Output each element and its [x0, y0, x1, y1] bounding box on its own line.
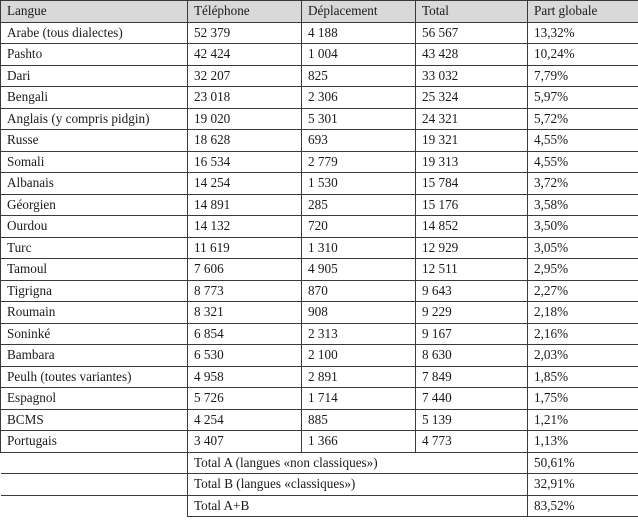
table-row	[1, 259, 638, 281]
cell-total: 15 784	[416, 173, 528, 195]
cell-part-globale: 3,50%	[528, 216, 638, 238]
cell-langue: BCMS	[1, 409, 188, 431]
cell-langue: Anglais (y compris pidgin)	[1, 108, 188, 130]
total-label: Total B (langues «classiques»)	[188, 474, 528, 496]
cell-langue: Tigrigna	[1, 280, 188, 302]
cell-deplacement: 1 530	[302, 173, 416, 195]
cell-deplacement: 4 905	[302, 259, 416, 281]
cell-part-globale: 1,85%	[528, 366, 638, 388]
total-value: 50,61%	[528, 452, 638, 474]
table-row	[1, 409, 638, 431]
cell-langue: Portugais	[1, 431, 188, 453]
table-body	[1, 22, 638, 517]
cell-total: 24 321	[416, 108, 528, 130]
cell-langue: Tamoul	[1, 259, 188, 281]
cell-langue: Bambara	[1, 345, 188, 367]
cell-telephone: 3 407	[188, 431, 302, 453]
empty-cell	[1, 474, 188, 496]
cell-deplacement: 2 306	[302, 87, 416, 109]
cell-deplacement: 1 004	[302, 44, 416, 66]
cell-deplacement: 2 100	[302, 345, 416, 367]
cell-telephone: 14 132	[188, 216, 302, 238]
empty-cell	[1, 495, 188, 517]
cell-total: 12 929	[416, 237, 528, 259]
cell-telephone: 5 726	[188, 388, 302, 410]
header-telephone: Téléphone	[188, 1, 302, 23]
cell-part-globale: 1,75%	[528, 388, 638, 410]
cell-deplacement: 4 188	[302, 22, 416, 44]
cell-part-globale: 2,18%	[528, 302, 638, 324]
cell-part-globale: 4,55%	[528, 130, 638, 152]
cell-total: 9 229	[416, 302, 528, 324]
cell-deplacement: 693	[302, 130, 416, 152]
cell-total: 4 773	[416, 431, 528, 453]
cell-total: 8 630	[416, 345, 528, 367]
total-value: 83,52%	[528, 495, 638, 517]
table-row	[1, 280, 638, 302]
cell-telephone: 16 534	[188, 151, 302, 173]
cell-deplacement: 720	[302, 216, 416, 238]
table-row	[1, 173, 638, 195]
cell-part-globale: 5,72%	[528, 108, 638, 130]
cell-telephone: 6 854	[188, 323, 302, 345]
table-row	[1, 216, 638, 238]
cell-langue: Arabe (tous dialectes)	[1, 22, 188, 44]
table-row	[1, 22, 638, 44]
cell-telephone: 8 773	[188, 280, 302, 302]
cell-part-globale: 3,72%	[528, 173, 638, 195]
cell-total: 9 643	[416, 280, 528, 302]
cell-total: 15 176	[416, 194, 528, 216]
cell-telephone: 8 321	[188, 302, 302, 324]
header-row	[1, 1, 638, 23]
cell-total: 56 567	[416, 22, 528, 44]
total-row	[1, 452, 638, 474]
cell-deplacement: 825	[302, 65, 416, 87]
total-label: Total A (langues «non classiques»)	[188, 452, 528, 474]
cell-langue: Russe	[1, 130, 188, 152]
table-row	[1, 431, 638, 453]
table-header	[1, 1, 638, 23]
cell-deplacement: 885	[302, 409, 416, 431]
cell-langue: Ourdou	[1, 216, 188, 238]
cell-part-globale: 2,27%	[528, 280, 638, 302]
cell-total: 7 849	[416, 366, 528, 388]
cell-total: 43 428	[416, 44, 528, 66]
cell-total: 12 511	[416, 259, 528, 281]
cell-langue: Albanais	[1, 173, 188, 195]
table-row	[1, 87, 638, 109]
cell-part-globale: 7,79%	[528, 65, 638, 87]
cell-total: 33 032	[416, 65, 528, 87]
cell-telephone: 52 379	[188, 22, 302, 44]
cell-telephone: 32 207	[188, 65, 302, 87]
table-row	[1, 65, 638, 87]
cell-deplacement: 1 714	[302, 388, 416, 410]
cell-part-globale: 1,21%	[528, 409, 638, 431]
cell-part-globale: 2,03%	[528, 345, 638, 367]
cell-langue: Turc	[1, 237, 188, 259]
header-deplacement: Déplacement	[302, 1, 416, 23]
cell-telephone: 18 628	[188, 130, 302, 152]
cell-part-globale: 2,16%	[528, 323, 638, 345]
cell-deplacement: 285	[302, 194, 416, 216]
table-row	[1, 108, 638, 130]
total-row	[1, 495, 638, 517]
cell-telephone: 14 254	[188, 173, 302, 195]
cell-langue: Pashto	[1, 44, 188, 66]
cell-total: 25 324	[416, 87, 528, 109]
cell-langue: Espagnol	[1, 388, 188, 410]
table-row	[1, 194, 638, 216]
cell-deplacement: 1 310	[302, 237, 416, 259]
cell-langue: Géorgien	[1, 194, 188, 216]
table-row	[1, 323, 638, 345]
cell-langue: Soninké	[1, 323, 188, 345]
cell-part-globale: 2,95%	[528, 259, 638, 281]
cell-langue: Dari	[1, 65, 188, 87]
total-label: Total A+B	[188, 495, 528, 517]
cell-telephone: 23 018	[188, 87, 302, 109]
cell-total: 5 139	[416, 409, 528, 431]
table-row	[1, 130, 638, 152]
header-part-globale: Part globale	[528, 1, 638, 23]
cell-deplacement: 2 891	[302, 366, 416, 388]
cell-deplacement: 908	[302, 302, 416, 324]
cell-telephone: 4 958	[188, 366, 302, 388]
cell-total: 14 852	[416, 216, 528, 238]
cell-langue: Peulh (toutes variantes)	[1, 366, 188, 388]
cell-deplacement: 5 301	[302, 108, 416, 130]
cell-telephone: 42 424	[188, 44, 302, 66]
cell-telephone: 6 530	[188, 345, 302, 367]
table-row	[1, 388, 638, 410]
cell-langue: Roumain	[1, 302, 188, 324]
table-row	[1, 151, 638, 173]
cell-part-globale: 3,58%	[528, 194, 638, 216]
cell-part-globale: 13,32%	[528, 22, 638, 44]
empty-cell	[1, 452, 188, 474]
cell-deplacement: 1 366	[302, 431, 416, 453]
cell-telephone: 4 254	[188, 409, 302, 431]
cell-langue: Bengali	[1, 87, 188, 109]
cell-part-globale: 4,55%	[528, 151, 638, 173]
cell-part-globale: 10,24%	[528, 44, 638, 66]
table-row	[1, 44, 638, 66]
cell-deplacement: 2 313	[302, 323, 416, 345]
table-row	[1, 237, 638, 259]
header-total: Total	[416, 1, 528, 23]
cell-deplacement: 2 779	[302, 151, 416, 173]
cell-total: 9 167	[416, 323, 528, 345]
cell-telephone: 19 020	[188, 108, 302, 130]
table-row	[1, 302, 638, 324]
cell-total: 19 321	[416, 130, 528, 152]
cell-total: 7 440	[416, 388, 528, 410]
cell-part-globale: 5,97%	[528, 87, 638, 109]
cell-langue: Somali	[1, 151, 188, 173]
table-row	[1, 366, 638, 388]
total-value: 32,91%	[528, 474, 638, 496]
cell-telephone: 11 619	[188, 237, 302, 259]
cell-part-globale: 1,13%	[528, 431, 638, 453]
table-row	[1, 345, 638, 367]
header-langue: Langue	[1, 1, 188, 23]
cell-deplacement: 870	[302, 280, 416, 302]
cell-part-globale: 3,05%	[528, 237, 638, 259]
cell-telephone: 7 606	[188, 259, 302, 281]
cell-total: 19 313	[416, 151, 528, 173]
total-row	[1, 474, 638, 496]
cell-telephone: 14 891	[188, 194, 302, 216]
